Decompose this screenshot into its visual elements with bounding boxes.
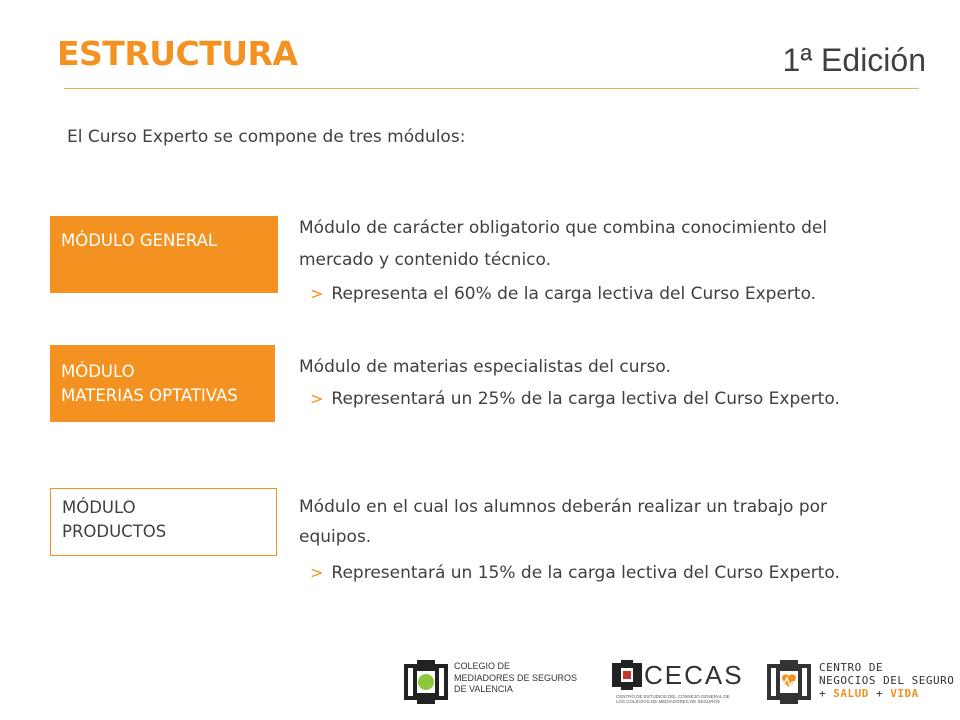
page-title: ESTRUCTURA (57, 34, 298, 73)
colegio-emblem-icon (404, 660, 448, 704)
logo-line (819, 687, 954, 700)
module-productos-description (299, 492, 919, 588)
bullet-arrow-icon: > (310, 284, 324, 303)
logo-line: DE VALENCIA (454, 684, 513, 694)
cecas-subtitle (616, 694, 730, 704)
bullet-item (310, 558, 919, 588)
logo-vida: VIDA (890, 687, 919, 700)
module-general-box (50, 216, 278, 293)
cecas-logo (612, 660, 744, 708)
logo-line: LOS COLEGIOS DE MEDIADORES DE SEGUROS (616, 699, 721, 704)
centro-negocios-logo (767, 660, 955, 708)
description-line: Módulo de materias especialistas del curso. (299, 357, 671, 377)
logo-line: CENTRO DE ESTUDIOS DEL CONSEJO GENERAL DE (616, 694, 730, 699)
description-line: Módulo en el cual los alumnos deberán realizar un trabajo por (299, 497, 828, 517)
bullet-item (310, 383, 919, 415)
logo-line: MEDIADORES DE SEGUROS (454, 672, 578, 683)
logo-line: COLEGIO DE (454, 661, 511, 671)
logo-plus: + (819, 687, 834, 700)
description-line: mercado y contenido técnico. (299, 250, 552, 270)
module-box-label: MÓDULO (61, 362, 135, 381)
colegio-logo-text (454, 661, 577, 696)
module-box-label: MÓDULO (62, 498, 136, 517)
module-box-label: PRODUCTOS (62, 522, 167, 541)
cecas-name: CECAS (644, 660, 744, 690)
description-line: equipos. (299, 527, 372, 547)
centro-emblem-icon (767, 660, 811, 704)
header-divider (64, 88, 919, 89)
bullet-arrow-icon: > (310, 389, 324, 408)
colegio-mediadores-logo (404, 660, 604, 708)
module-productos-box (50, 488, 277, 556)
logo-salud: SALUD (833, 687, 869, 700)
bullet-text: Representará un 25% de la carga lectiva del Curso Experto. (331, 389, 840, 409)
edition-label: 1ª Edición (782, 42, 926, 78)
description-line: Módulo de carácter obligatorio que combina conocimiento del (299, 218, 828, 238)
logo-plus: + (868, 687, 891, 700)
centro-logo-text (819, 661, 954, 700)
logo-line: CENTRO DE (819, 661, 884, 674)
module-optativas-box (50, 345, 275, 422)
logo-line: NEGOCIOS DEL SEGURO (819, 674, 955, 687)
module-general-description (299, 212, 919, 310)
module-optativas-description (299, 351, 919, 415)
module-box-label: MATERIAS OPTATIVAS (61, 386, 238, 405)
module-box-label: MÓDULO GENERAL (61, 231, 218, 250)
bullet-arrow-icon: > (310, 563, 324, 582)
intro-text: El Curso Experto se compone de tres módulos: (67, 127, 466, 147)
bullet-item (310, 278, 919, 310)
bullet-text: Representará un 15% de la carga lectiva del Curso Experto. (331, 563, 840, 583)
bullet-text: Representa el 60% de la carga lectiva del Curso Experto. (331, 284, 817, 304)
cecas-emblem-icon (612, 660, 642, 690)
